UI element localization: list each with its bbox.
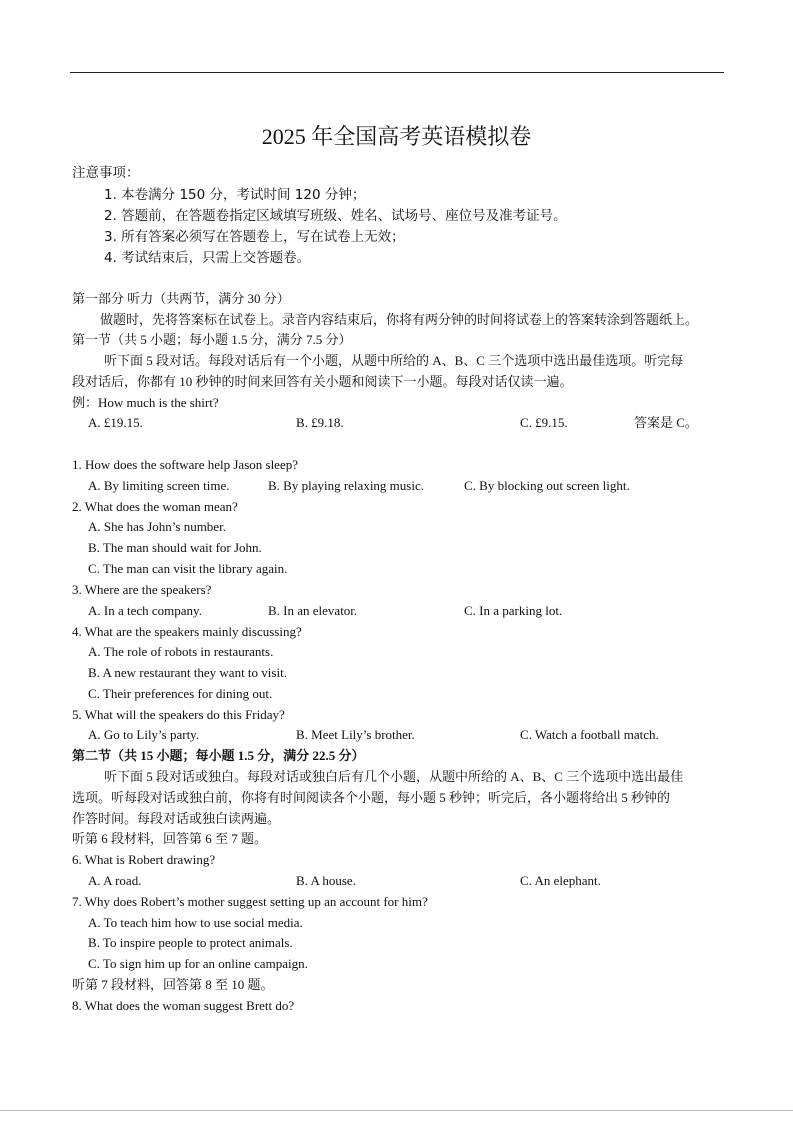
question-3-option-b: B. In an elevator. — [268, 603, 358, 618]
section2-instruction: 作答时间。每段对话或独白读两遍。 — [72, 811, 281, 826]
example-option-c: C. £9.15. — [520, 415, 568, 430]
section2-instruction: 选项。听每段对话或独白前，你将有时间阅读各个小题，每小题 5 秒钟；听完后，各小题将给出 5 秒钟的 — [72, 790, 671, 805]
notes-heading: 注意事项： — [72, 165, 140, 181]
example-question: 例：How much is the shirt? — [72, 395, 219, 410]
material-7-heading: 听第 7 段材料，回答第 8 至 10 题。 — [72, 977, 274, 992]
question-8: 8. What does the woman suggest Brett do? — [72, 998, 295, 1013]
question-1-option-c: C. By blocking out screen light. — [464, 478, 630, 493]
question-5: 5. What will the speakers do this Friday? — [72, 707, 285, 722]
section1-instruction: 听下面 5 段对话。每段对话后有一个小题，从题中所给的 A、B、C 三个选项中选出最佳选项。听完每 — [104, 353, 684, 368]
top-rule — [70, 72, 724, 73]
question-7: 7. Why does Robert’s mother suggest setting up an account for him? — [72, 894, 428, 909]
question-4: 4. What are the speakers mainly discussing? — [72, 624, 302, 639]
question-2-option-a: A. She has John’s number. — [88, 519, 226, 534]
example-option-a: A. £19.15. — [88, 415, 143, 430]
section2-heading: 第二节（共 15 小题；每小题 1.5 分，满分 22.5 分） — [72, 748, 365, 763]
question-3: 3. Where are the speakers? — [72, 582, 212, 597]
question-5-option-a: A. Go to Lily’s party. — [88, 727, 200, 742]
section1-instruction: 段对话后，你都有 10 秒钟的时间来回答有关小题和阅读下一小题。每段对话仅读一遍。 — [72, 374, 573, 389]
example-answer: 答案是 C。 — [634, 415, 698, 430]
note-item: 4. 考试结束后，只需上交答题卷。 — [104, 250, 311, 266]
material-6-heading: 听第 6 段材料，回答第 6 至 7 题。 — [72, 831, 268, 846]
question-5-option-b: B. Meet Lily’s brother. — [296, 727, 415, 742]
question-6-option-c: C. An elephant. — [520, 873, 601, 888]
question-7-option-b: B. To inspire people to protect animals. — [88, 935, 293, 950]
question-3-option-a: A. In a tech company. — [88, 603, 202, 618]
note-item: 1. 本卷满分 150 分，考试时间 120 分钟； — [104, 187, 366, 203]
part1-heading: 第一部分 听力（共两节，满分 30 分） — [72, 291, 290, 306]
question-5-option-c: C. Watch a football match. — [520, 727, 659, 742]
note-item: 3. 所有答案必须写在答题卷上，写在试卷上无效； — [104, 229, 405, 245]
question-6-option-a: A. A road. — [88, 873, 142, 888]
section2-instruction: 听下面 5 段对话或独白。每段对话或独白后有几个小题，从题中所给的 A、B、C 三个选项中选出最佳 — [104, 769, 684, 784]
question-1: 1. How does the software help Jason sleep? — [72, 457, 298, 472]
question-7-option-c: C. To sign him up for an online campaign. — [88, 956, 308, 971]
note-item: 2. 答题前，在答题卷指定区域填写班级、姓名、试场号、座位号及准考证号。 — [104, 208, 567, 224]
question-2: 2. What does the woman mean? — [72, 499, 238, 514]
question-4-option-b: B. A new restaurant they want to visit. — [88, 665, 287, 680]
question-3-option-c: C. In a parking lot. — [464, 603, 563, 618]
question-6-option-b: B. A house. — [296, 873, 356, 888]
question-2-option-b: B. The man should wait for John. — [88, 540, 262, 555]
page-title: 2025 年全国高考英语模拟卷 — [261, 124, 532, 149]
question-1-option-b: B. By playing relaxing music. — [268, 478, 424, 493]
part1-intro: 做题时，先将答案标在试卷上。录音内容结束后，你将有两分钟的时间将试卷上的答案转涂到答题纸上。 — [100, 312, 699, 327]
bottom-rule — [0, 1110, 793, 1111]
example-option-b: B. £9.18. — [296, 415, 344, 430]
question-4-option-a: A. The role of robots in restaurants. — [88, 644, 274, 659]
question-2-option-c: C. The man can visit the library again. — [88, 561, 288, 576]
question-1-option-a: A. By limiting screen time. — [88, 478, 230, 493]
section1-heading: 第一节（共 5 小题；每小题 1.5 分，满分 7.5 分） — [72, 332, 352, 347]
question-6: 6. What is Robert drawing? — [72, 852, 216, 867]
question-4-option-c: C. Their preferences for dining out. — [88, 686, 273, 701]
question-7-option-a: A. To teach him how to use social media. — [88, 915, 303, 930]
